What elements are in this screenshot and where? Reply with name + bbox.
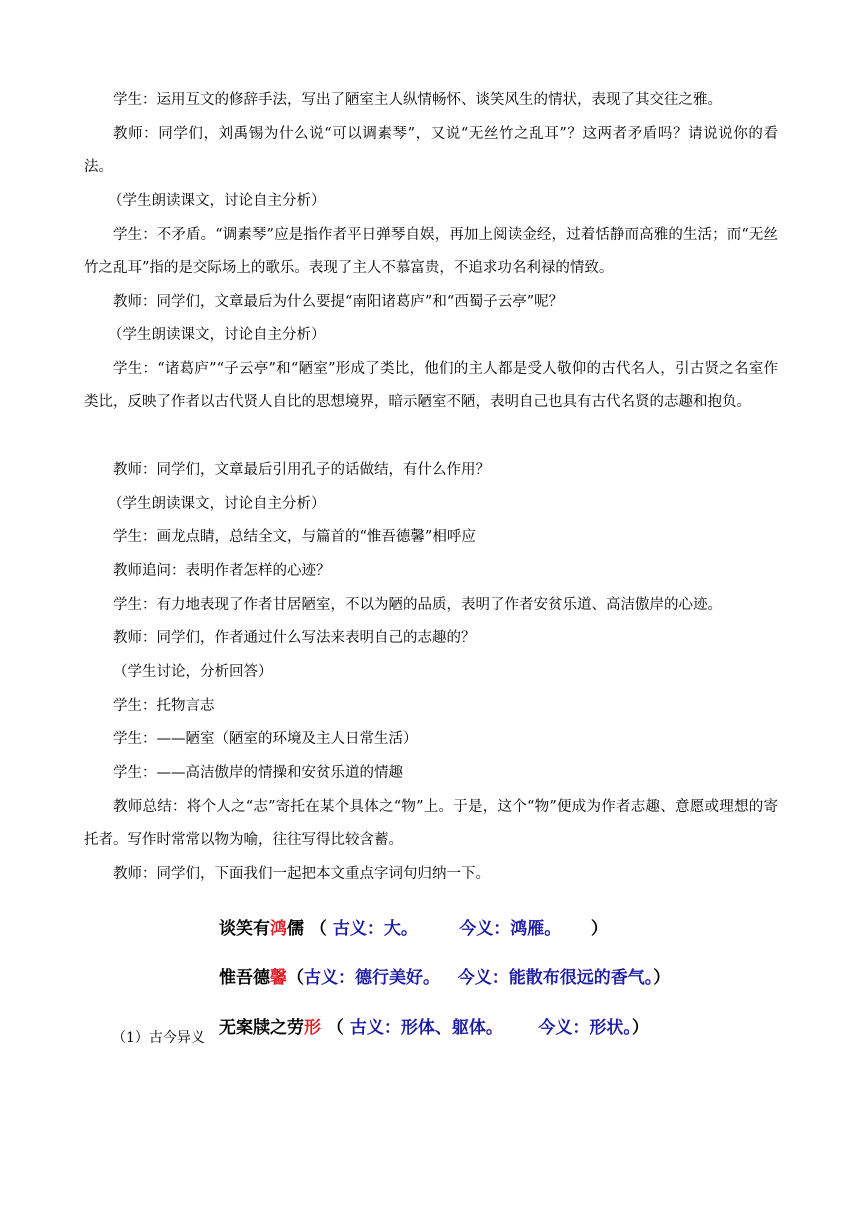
paragraph: 学生：不矛盾。“调素琴”应是指作者平日弹琴自娱，再加上阅读金经，过着恬静而高雅的生活；而“无丝竹之乱耳”指的是交际场上的歌乐。表现了主人不慕富贵，不追求功名利禄的情致。	[84, 227, 778, 276]
paragraph: 教师：同学们，下面我们一起把本文重点字词句归纳一下。	[113, 866, 490, 882]
vocab-key-char: 鸿	[270, 919, 287, 939]
vocab-open-paren: （	[326, 1018, 344, 1038]
paragraph: 学生：有力地表现了作者甘居陋室，不以为陋的品质，表明了作者安贫乐道、高洁傲岸的心迹。	[113, 597, 722, 613]
paragraph: 教师：同学们，文章最后为什么要提“南阳诸葛庐”和“西蜀子云亭”呢？	[113, 294, 564, 310]
paragraph: 教师：同学们，作者通过什么写法来表明自己的志趣的？	[113, 630, 476, 646]
vocab-ancient-meaning: 古义：大。	[332, 919, 418, 939]
vocab-key-char: 形	[304, 1018, 321, 1038]
vocab-open-paren: （	[287, 968, 304, 988]
vocab-open-paren: （	[309, 919, 327, 939]
vocab-ancient-meaning: 古义：德行美好。	[304, 968, 440, 988]
vocab-entry	[219, 914, 608, 939]
paragraph: 教师：同学们，文章最后引用孔子的话做结，有什么作用？	[113, 462, 490, 478]
vocab-modern-meaning: 今义：鸿雁。	[459, 919, 562, 939]
vocab-modern-meaning: 今义：形状。	[538, 1018, 632, 1038]
vocab-entry	[219, 963, 670, 988]
vocab-term: 谈笑有	[219, 919, 270, 939]
paragraph: 教师总结：将个人之“志”寄托在某个具体之“物”上。于是，这个“物”便成为作者志趣、意愿或理想的寄托者。写作时常常以物为喻，往往写得比较含蓄。	[84, 799, 778, 848]
paragraph: 学生：托物言志	[113, 698, 215, 714]
vocab-term: 惟吾德	[219, 968, 270, 988]
vocab-close-paren: ）	[653, 968, 671, 988]
vocab-modern-meaning: 今义：能散布很远的香气。	[457, 968, 654, 988]
paragraph: 学生：——高洁傲岸的情操和安贫乐道的情趣	[113, 765, 403, 781]
paragraph: 学生：画龙点睛，总结全文，与篇首的“惟吾德馨”相呼应	[113, 529, 476, 545]
vocab-ancient-meaning: 古义：形体、躯体。	[349, 1018, 503, 1038]
paragraph: 学生：运用互文的修辞手法，写出了陋室主人纵情畅怀、谈笑风生的情状，表现了其交往之雅。	[113, 92, 722, 108]
vocab-term: 无案牍之劳	[219, 1018, 304, 1038]
paragraph: 教师追问：表明作者怎样的心迹？	[113, 563, 331, 579]
paragraph: （学生朗读课文，讨论自主分析）	[108, 327, 326, 343]
vocab-close-paren: ）	[631, 1018, 649, 1038]
vocab-entry	[219, 1013, 649, 1038]
vocab-term: 儒	[287, 919, 304, 939]
paragraph: 学生：“诸葛庐”“子云亭”和“陋室”形成了类比，他们的主人都是受人敬仰的古代名人，引古贤之名室作类比，反映了作者以古代贤人自比的思想境界，暗示陋室不陋，表明自己也具有古代名贤的志趣和抱负。	[84, 361, 778, 410]
vocab-key-char: 馨	[270, 968, 287, 988]
section-caption: （1）古今异义	[112, 1030, 205, 1046]
paragraph: 教师：同学们，刘禹锡为什么说“可以调素琴”，又说“无丝竹之乱耳”？这两者矛盾吗？请说说你的看法。	[84, 126, 778, 175]
vocab-close-paren: ）	[590, 919, 608, 939]
paragraph: （学生朗读课文，讨论自主分析）	[108, 193, 326, 209]
paragraph: （学生朗读课文，讨论自主分析）	[108, 496, 326, 512]
paragraph: 学生：——陋室（陋室的环境及主人日常生活）	[113, 731, 418, 747]
paragraph: （学生讨论，分析回答）	[113, 664, 273, 680]
